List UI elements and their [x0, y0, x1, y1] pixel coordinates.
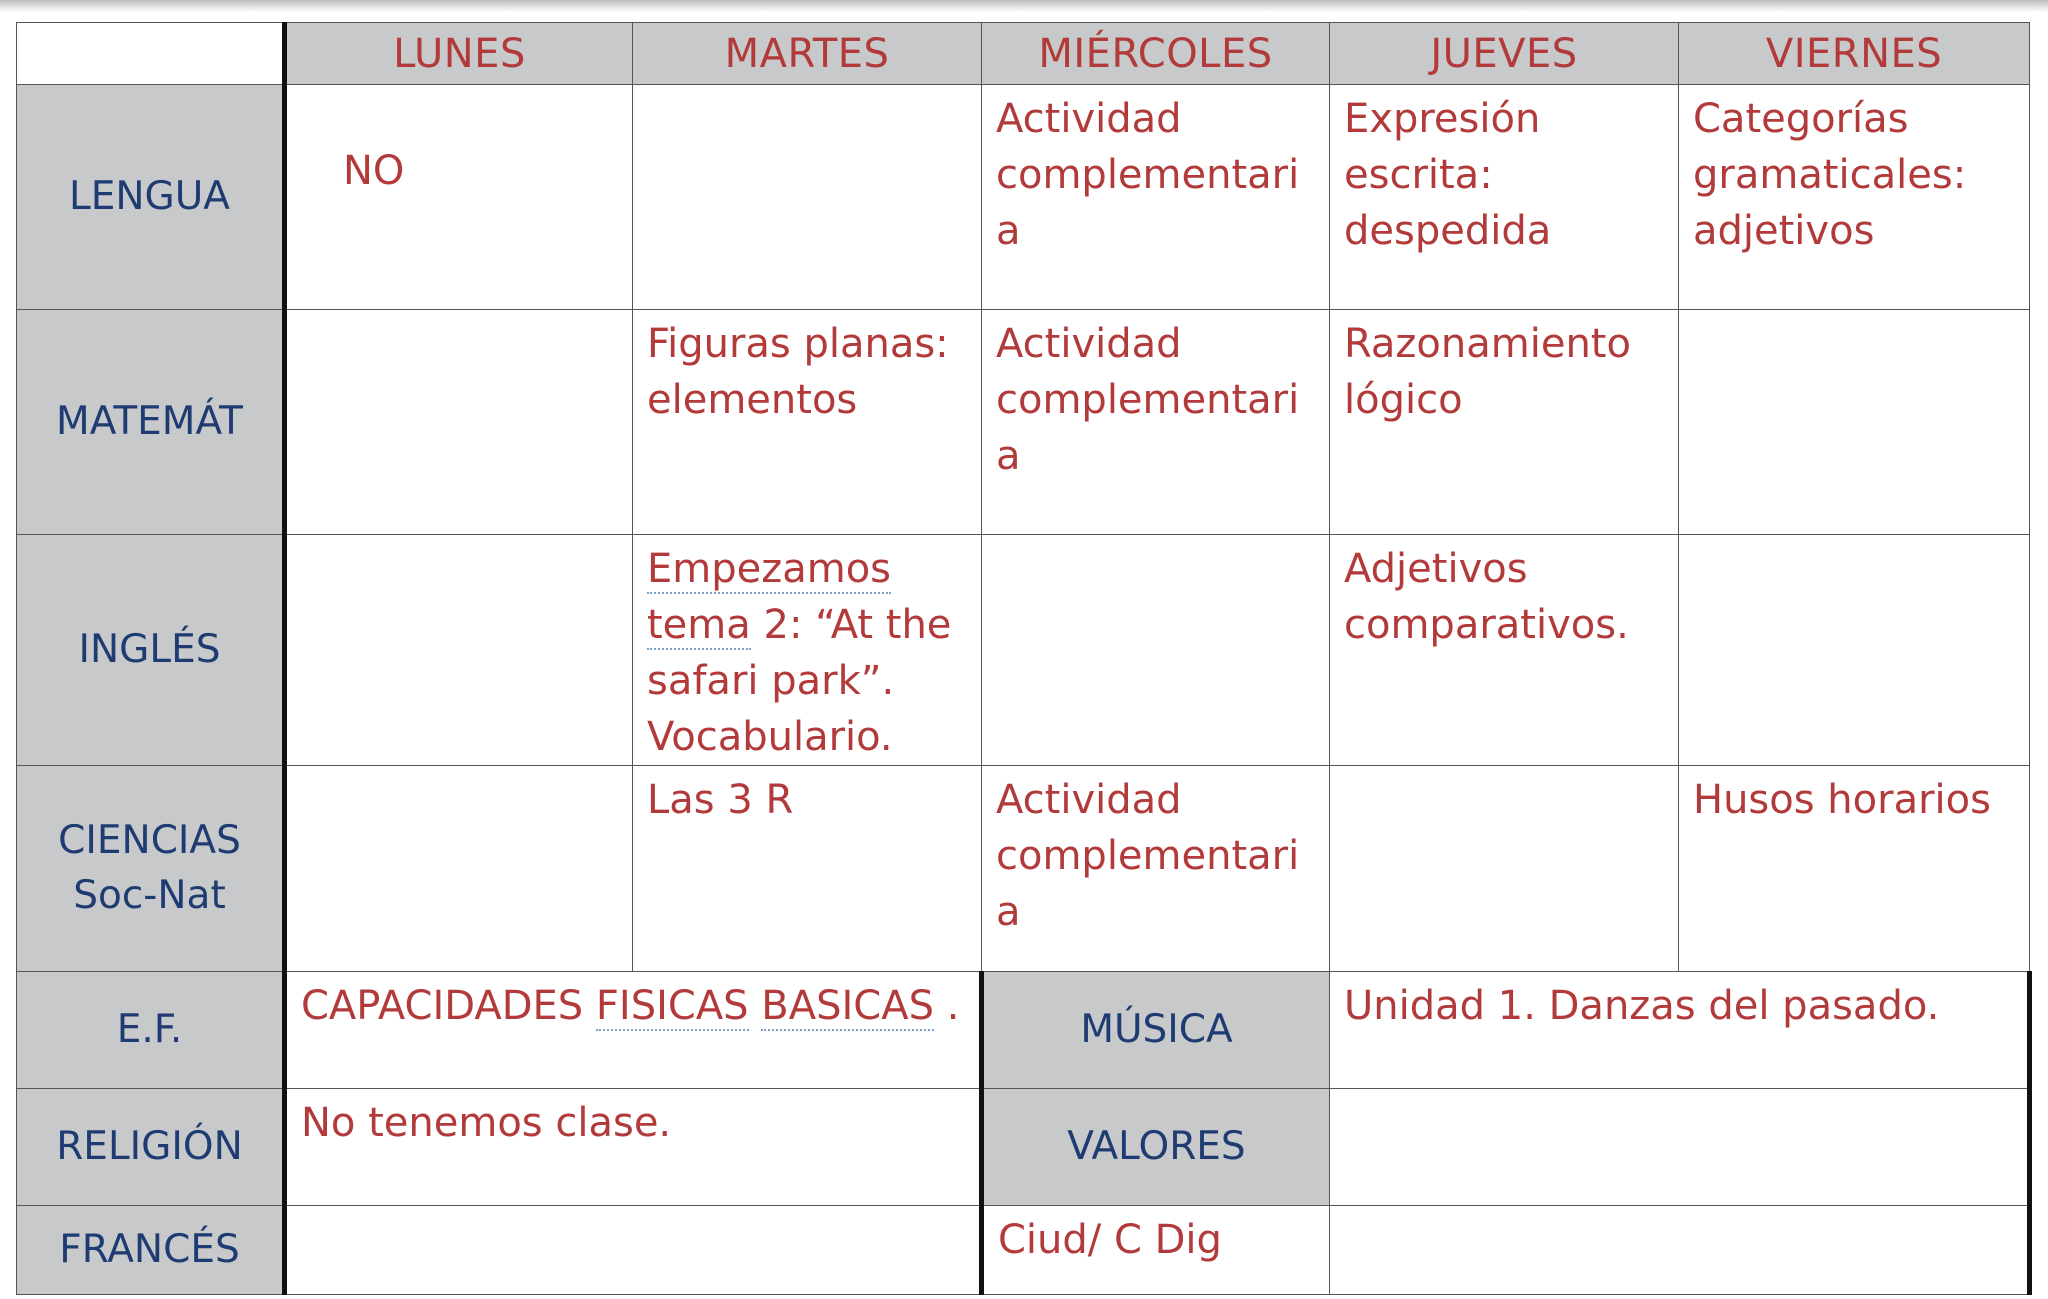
day-header-lunes: LUNES	[285, 23, 633, 85]
cell-ingles-jueves: Adjetivos comparativos.	[1330, 535, 1679, 766]
cell-ciencias-miercoles: Actividad complementaria	[982, 766, 1330, 972]
cell-ciencias-viernes: Husos horarios	[1679, 766, 2030, 972]
spellcheck-word-tema: tema	[647, 602, 751, 648]
row-lengua	[17, 85, 2030, 310]
row-ingles	[17, 535, 2030, 766]
subject-ingles: INGLÉS	[17, 535, 285, 766]
subject-frances: FRANCÉS	[17, 1206, 285, 1295]
cell-matematicas-jueves: Razonamiento lógico	[1330, 310, 1679, 535]
cell-ef-text-1: CAPACIDADES	[301, 983, 596, 1029]
cell-ef	[285, 972, 982, 1089]
day-header-jueves: JUEVES	[1330, 23, 1679, 85]
weekly-schedule	[16, 22, 2032, 1295]
subject-valores: VALORES	[982, 1089, 1330, 1206]
day-header-martes: MARTES	[633, 23, 982, 85]
subject-matematicas: MATEMÁT	[17, 310, 285, 535]
cell-ingles-lunes	[285, 535, 633, 766]
header-row	[17, 23, 2030, 85]
cell-ingles-martes-rest: 2: “At the safari park”. Vocabulario.	[647, 602, 952, 760]
cell-lengua-lunes: NO	[285, 85, 633, 310]
cell-ingles-martes	[633, 535, 982, 766]
subject-ciencias	[17, 766, 285, 972]
row-frances	[17, 1206, 2030, 1295]
spellcheck-word-empezamos: Empezamos	[647, 546, 892, 592]
cell-matematicas-viernes	[1679, 310, 2030, 535]
cell-ingles-miercoles	[982, 535, 1330, 766]
cell-lengua-miercoles: Actividad complementaria	[982, 85, 1330, 310]
day-header-miercoles: MIÉRCOLES	[982, 23, 1330, 85]
cell-valores	[1330, 1089, 2030, 1206]
top-shadow-bar	[0, 0, 2048, 12]
cell-religion: No tenemos clase.	[285, 1089, 982, 1206]
subject-musica: MÚSICA	[982, 972, 1330, 1089]
cell-ciud-cdig: Ciud/ C Dig	[982, 1206, 1330, 1295]
cell-lengua-martes	[633, 85, 982, 310]
cell-ciencias-jueves	[1330, 766, 1679, 972]
header-corner	[17, 23, 285, 85]
subject-lengua: LENGUA	[17, 85, 285, 310]
row-religion-valores	[17, 1089, 2030, 1206]
spellcheck-word-basicas: BASICAS	[761, 983, 934, 1029]
cell-ef-text-3	[749, 983, 762, 1029]
cell-lengua-jueves: Expresión escrita: despedida	[1330, 85, 1679, 310]
row-ciencias	[17, 766, 2030, 972]
cell-matematicas-lunes	[285, 310, 633, 535]
cell-lengua-viernes: Categorías gramaticales: adjetivos	[1679, 85, 2030, 310]
row-matematicas	[17, 310, 2030, 535]
cell-musica: Unidad 1. Danzas del pasado.	[1330, 972, 2030, 1089]
cell-frances	[285, 1206, 982, 1295]
subject-ciencias-line2: Soc-Nat	[73, 872, 226, 918]
subject-ef: E.F.	[17, 972, 285, 1089]
row-ef-musica	[17, 972, 2030, 1089]
day-header-viernes: VIERNES	[1679, 23, 2030, 85]
subject-religion: RELIGIÓN	[17, 1089, 285, 1206]
cell-matematicas-miercoles: Actividad complementaria	[982, 310, 1330, 535]
cell-ciencias-martes: Las 3 R	[633, 766, 982, 972]
spellcheck-word-fisicas: FISICAS	[595, 983, 749, 1029]
cell-ciencias-lunes	[285, 766, 633, 972]
cell-ingles-viernes	[1679, 535, 2030, 766]
cell-frances-end	[1330, 1206, 2030, 1295]
cell-matematicas-martes: Figuras planas: elementos	[633, 310, 982, 535]
schedule-table	[16, 22, 2032, 1295]
subject-ciencias-line1: CIENCIAS	[58, 817, 241, 863]
cell-ef-text-5: .	[933, 983, 960, 1029]
